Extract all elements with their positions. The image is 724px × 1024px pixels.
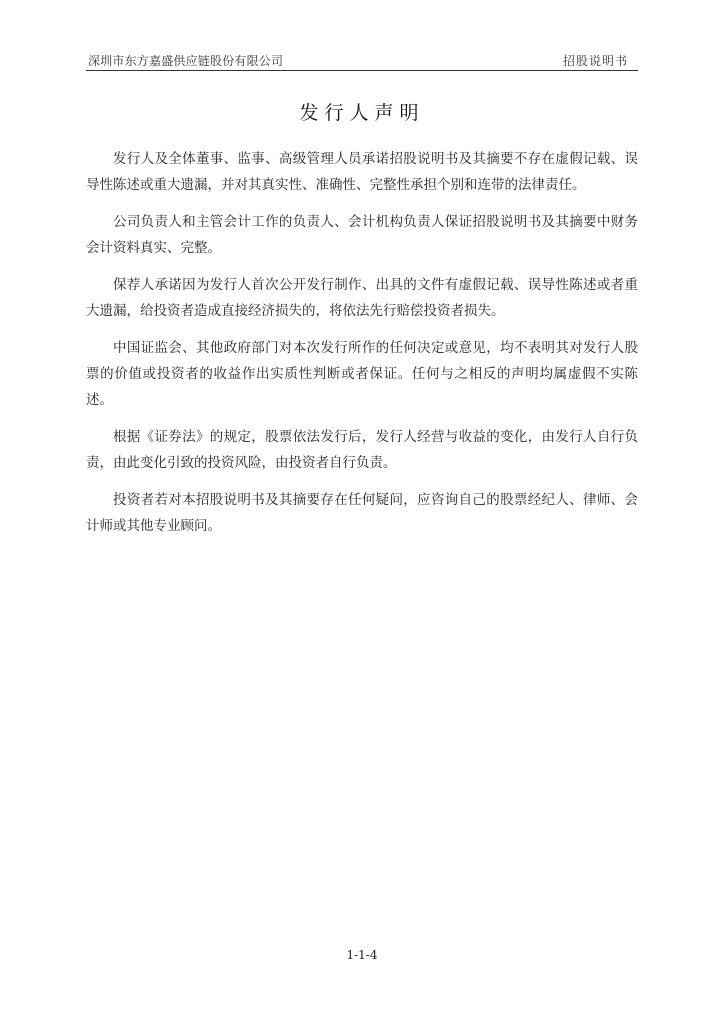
statement-paragraph: 保荐人承诺因为发行人首次公开发行制作、出具的文件有虚假记载、误导性陈述或者重大遗漏，给投资者造成直接经济损失的，将依法先行赔偿投资者损失。 — [86, 277, 638, 319]
statement-paragraph: 发行人及全体董事、监事、高级管理人员承诺招股说明书及其摘要不存在虚假记载、误导性陈述或重大遗漏，并对其真实性、准确性、完整性承担个别和连带的法律责任。 — [86, 151, 638, 193]
statement-paragraph: 中国证监会、其他政府部门对本次发行所作的任何决定或意见，均不表明其对发行人股票的价值或投资者的收益作出实质性判断或者保证。任何与之相反的声明均属虚假不实陈述。 — [86, 340, 638, 408]
header-company-name: 深圳市东方嘉盛供应链股份有限公司 — [88, 54, 284, 68]
statement-paragraph: 公司负责人和主管会计工作的负责人、会计机构负责人保证招股说明书及其摘要中财务会计资料真实、完整。 — [86, 214, 638, 256]
statement-paragraph: 根据《证券法》的规定，股票依法发行后，发行人经营与收益的变化，由发行人自行负责，由此变化引致的投资风险，由投资者自行负责。 — [86, 429, 638, 471]
statement-paragraph: 投资者若对本招股说明书及其摘要存在任何疑问，应咨询自己的股票经纪人、律师、会计师或其他专业顾问。 — [86, 492, 638, 534]
statement-body — [86, 146, 638, 550]
header-divider — [86, 70, 638, 71]
page-number: 1-1-4 — [346, 948, 378, 962]
page-header — [86, 50, 638, 70]
page-title: 发行人声明 — [299, 102, 425, 124]
header-document-type: 招股说明书 — [562, 54, 628, 68]
